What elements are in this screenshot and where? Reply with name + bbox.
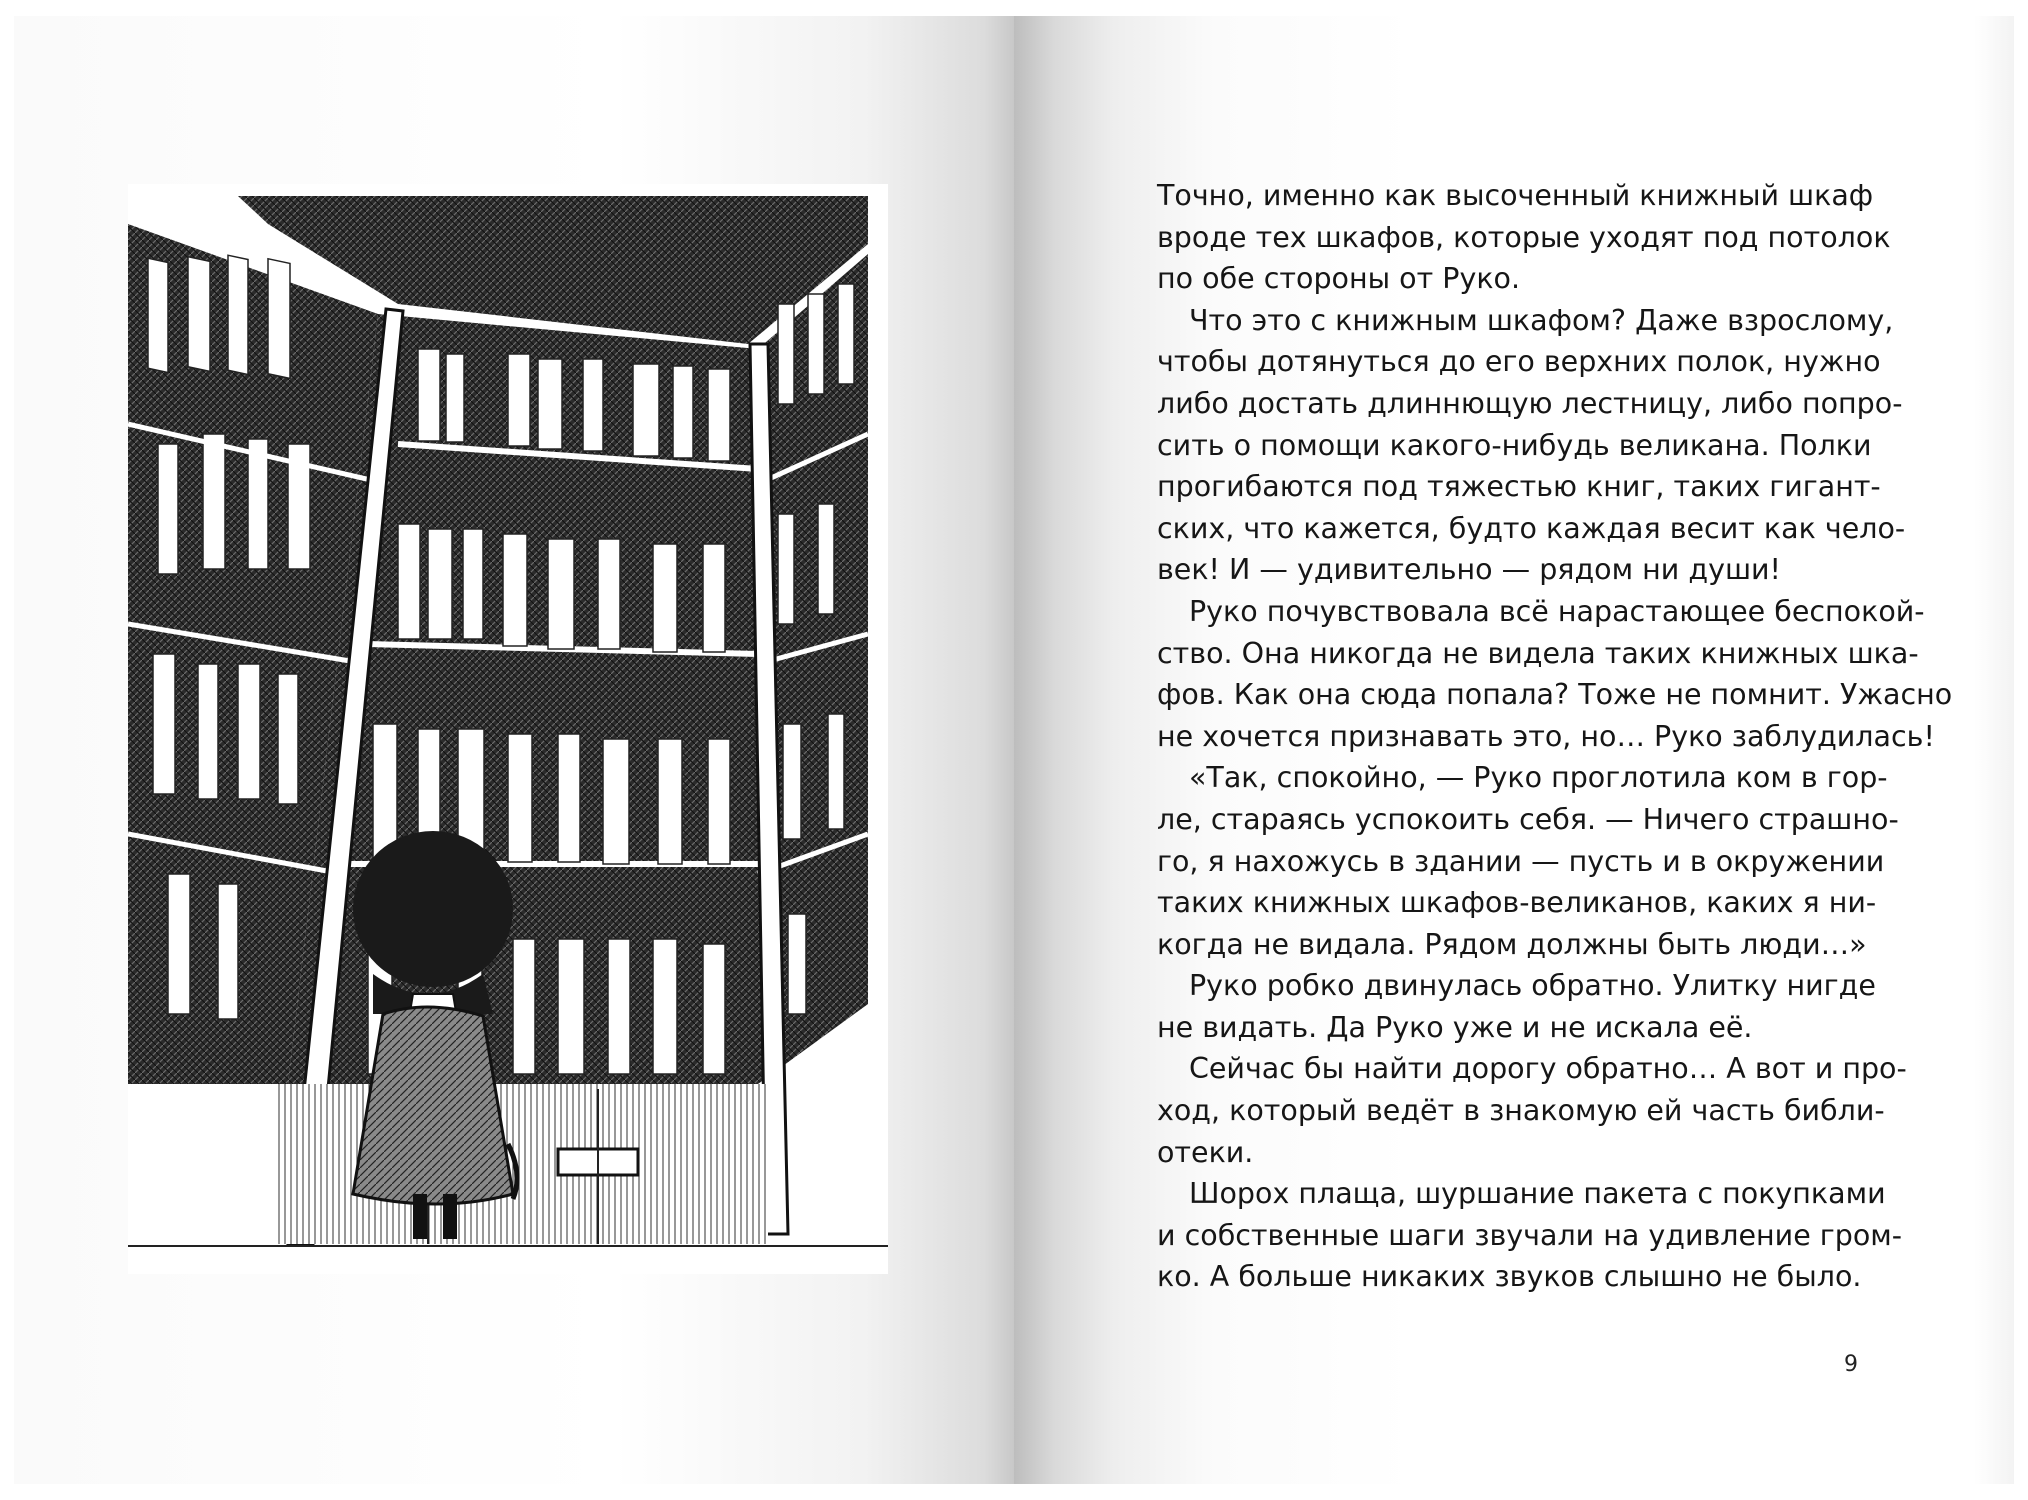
text-line: прогибаются под тяжестью книг, таких гигант- [1157,470,1881,504]
text-line: по обе стороны от Руко. [1157,262,1521,296]
library-bookshelves-girl-illustration [128,184,888,1274]
text-line: таких книжных шкафов-великанов, каких я ни- [1157,886,1877,920]
page-number: 9 [1844,1352,1858,1377]
text-line: ство. Она никогда не видела таких книжных шка- [1157,636,1919,670]
text-line: ко. А больше никаких звуков слышно не было. [1157,1260,1862,1294]
text-line: Шорох плаща, шуршание пакета с покупками [1189,1177,1886,1211]
text-line: чтобы дотянуться до его верхних полок, нужно [1157,345,1881,379]
text-line: сить о помощи какого-нибудь великана. Полки [1157,428,1872,462]
text-line: фов. Как она сюда попала? Тоже не помнит. Ужасно [1157,678,1953,712]
text-line: либо достать длиннющую лестницу, либо попро- [1157,386,1903,420]
text-line: го, я нахожусь в здании — пусть и в окружении [1157,844,1885,878]
text-line: ход, который ведёт в знакомую ей часть библи- [1157,1094,1885,1128]
page-text [1157,175,1953,1298]
text-line: Руко почувствовала всё нарастающее беспокой- [1189,594,1925,628]
text-line: отеки. [1157,1135,1254,1169]
text-line: Точно, именно как высоченный книжный шкаф [1157,179,1874,212]
text-line: век! И — удивительно — рядом ни души! [1157,553,1781,587]
left-page [14,16,1014,1484]
text-line: ских, что кажется, будто каждая весит как чело- [1157,511,1906,545]
text-line: Сейчас бы найти дорогу обратно… А вот и про- [1189,1052,1907,1086]
text-line: Руко робко двинулась обратно. Улитку нигде [1189,969,1876,1003]
text-line: «Так, спокойно, — Руко проглотила ком в гор- [1189,761,1888,795]
text-line: не хочется признавать это, но… Руко заблудилась! [1157,719,1935,753]
text-line: и собственные шаги звучали на удивление гром- [1157,1218,1903,1252]
text-line: вроде тех шкафов, которые уходят под потолок [1157,220,1891,254]
text-line: не видать. Да Руко уже и не искала её. [1157,1010,1753,1044]
text-line: когда не видала. Рядом должны быть люди…» [1157,927,1867,961]
text-line: Что это с книжным шкафом? Даже взрослому, [1189,303,1894,337]
text-line: ле, стараясь успокоить себя. — Ничего страшно- [1157,802,1899,836]
